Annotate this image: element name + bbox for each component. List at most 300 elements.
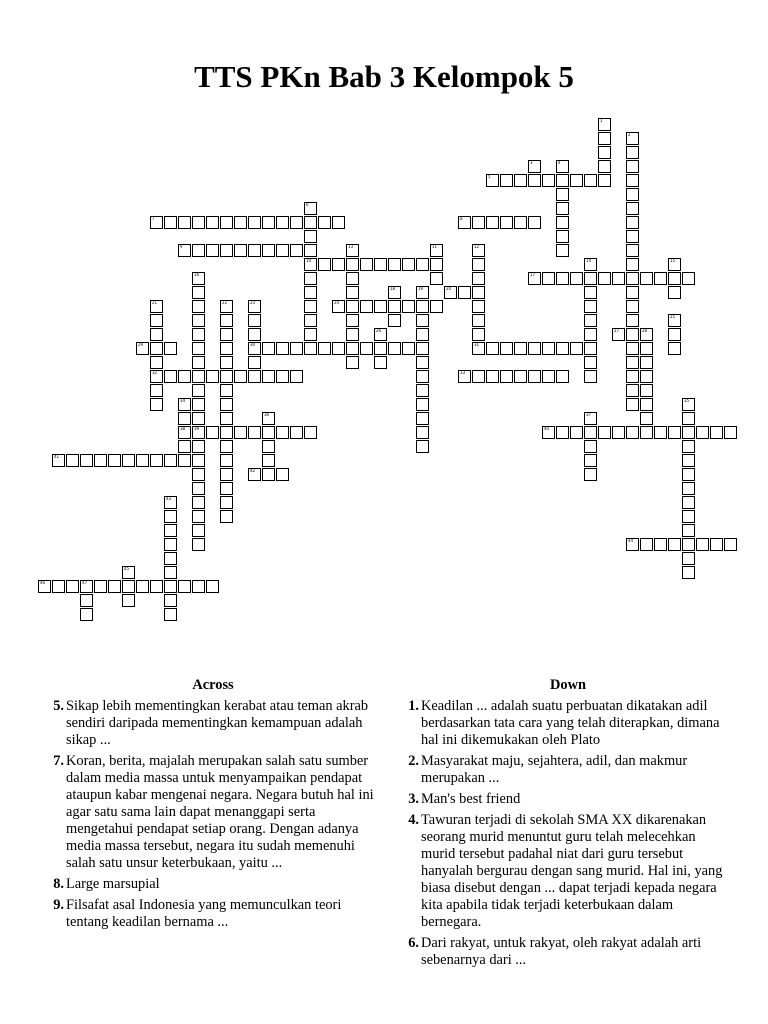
- grid-cell[interactable]: [304, 300, 317, 313]
- grid-cell[interactable]: [220, 342, 233, 355]
- grid-cell[interactable]: [668, 314, 681, 327]
- grid-cell[interactable]: [640, 342, 653, 355]
- grid-cell[interactable]: [178, 580, 191, 593]
- grid-cell[interactable]: [556, 202, 569, 215]
- grid-cell[interactable]: [220, 440, 233, 453]
- grid-cell[interactable]: [458, 286, 471, 299]
- grid-cell[interactable]: [318, 216, 331, 229]
- grid-cell[interactable]: [626, 356, 639, 369]
- grid-cell[interactable]: [80, 580, 93, 593]
- grid-cell[interactable]: [332, 216, 345, 229]
- grid-cell[interactable]: [696, 426, 709, 439]
- grid-cell[interactable]: [80, 594, 93, 607]
- grid-cell[interactable]: [682, 398, 695, 411]
- grid-cell[interactable]: [192, 426, 205, 439]
- grid-cell[interactable]: [528, 370, 541, 383]
- grid-cell[interactable]: [416, 398, 429, 411]
- grid-cell[interactable]: [598, 132, 611, 145]
- grid-cell[interactable]: [514, 174, 527, 187]
- grid-cell[interactable]: [346, 272, 359, 285]
- grid-cell[interactable]: [220, 384, 233, 397]
- grid-cell[interactable]: [108, 454, 121, 467]
- grid-cell[interactable]: [164, 510, 177, 523]
- grid-cell[interactable]: [682, 566, 695, 579]
- grid-cell[interactable]: [178, 216, 191, 229]
- grid-cell[interactable]: [220, 244, 233, 257]
- grid-cell[interactable]: [66, 454, 79, 467]
- grid-cell[interactable]: [416, 426, 429, 439]
- grid-cell[interactable]: [192, 454, 205, 467]
- grid-cell[interactable]: [262, 468, 275, 481]
- grid-cell[interactable]: [374, 300, 387, 313]
- grid-cell[interactable]: [346, 258, 359, 271]
- grid-cell[interactable]: [220, 356, 233, 369]
- grid-cell[interactable]: [178, 440, 191, 453]
- grid-cell[interactable]: [220, 216, 233, 229]
- grid-cell[interactable]: [486, 174, 499, 187]
- grid-cell[interactable]: [556, 244, 569, 257]
- grid-cell[interactable]: [206, 216, 219, 229]
- grid-cell[interactable]: [556, 230, 569, 243]
- grid-cell[interactable]: [192, 216, 205, 229]
- grid-cell[interactable]: [402, 258, 415, 271]
- grid-cell[interactable]: [626, 272, 639, 285]
- grid-cell[interactable]: [444, 286, 457, 299]
- grid-cell[interactable]: [262, 440, 275, 453]
- grid-cell[interactable]: [710, 426, 723, 439]
- grid-cell[interactable]: [598, 146, 611, 159]
- grid-cell[interactable]: [220, 510, 233, 523]
- grid-cell[interactable]: [136, 580, 149, 593]
- grid-cell[interactable]: [164, 594, 177, 607]
- grid-cell[interactable]: [402, 342, 415, 355]
- grid-cell[interactable]: [374, 328, 387, 341]
- grid-cell[interactable]: [570, 272, 583, 285]
- grid-cell[interactable]: [500, 342, 513, 355]
- grid-cell[interactable]: [584, 174, 597, 187]
- grid-cell[interactable]: [500, 216, 513, 229]
- grid-cell[interactable]: [626, 426, 639, 439]
- grid-cell[interactable]: [346, 328, 359, 341]
- grid-cell[interactable]: [514, 370, 527, 383]
- grid-cell[interactable]: [682, 468, 695, 481]
- grid-cell[interactable]: [304, 314, 317, 327]
- grid-cell[interactable]: [234, 426, 247, 439]
- grid-cell[interactable]: [276, 342, 289, 355]
- grid-cell[interactable]: [192, 286, 205, 299]
- grid-cell[interactable]: [150, 580, 163, 593]
- grid-cell[interactable]: [486, 342, 499, 355]
- grid-cell[interactable]: [500, 174, 513, 187]
- grid-cell[interactable]: [668, 342, 681, 355]
- grid-cell[interactable]: [192, 300, 205, 313]
- grid-cell[interactable]: [626, 286, 639, 299]
- grid-cell[interactable]: [192, 538, 205, 551]
- grid-cell[interactable]: [248, 426, 261, 439]
- grid-cell[interactable]: [430, 258, 443, 271]
- grid-cell[interactable]: [192, 496, 205, 509]
- grid-cell[interactable]: [346, 286, 359, 299]
- grid-cell[interactable]: [682, 510, 695, 523]
- grid-cell[interactable]: [528, 342, 541, 355]
- grid-cell[interactable]: [598, 174, 611, 187]
- grid-cell[interactable]: [528, 160, 541, 173]
- grid-cell[interactable]: [668, 286, 681, 299]
- grid-cell[interactable]: [178, 412, 191, 425]
- grid-cell[interactable]: [192, 440, 205, 453]
- grid-cell[interactable]: [206, 426, 219, 439]
- grid-cell[interactable]: [164, 524, 177, 537]
- grid-cell[interactable]: [486, 216, 499, 229]
- grid-cell[interactable]: [472, 244, 485, 257]
- grid-cell[interactable]: [626, 174, 639, 187]
- grid-cell[interactable]: [500, 370, 513, 383]
- grid-cell[interactable]: [220, 454, 233, 467]
- grid-cell[interactable]: [514, 216, 527, 229]
- grid-cell[interactable]: [136, 342, 149, 355]
- grid-cell[interactable]: [584, 258, 597, 271]
- grid-cell[interactable]: [696, 538, 709, 551]
- grid-cell[interactable]: [682, 440, 695, 453]
- grid-cell[interactable]: [598, 118, 611, 131]
- grid-cell[interactable]: [192, 398, 205, 411]
- grid-cell[interactable]: [248, 370, 261, 383]
- grid-cell[interactable]: [234, 244, 247, 257]
- grid-cell[interactable]: [150, 314, 163, 327]
- grid-cell[interactable]: [346, 356, 359, 369]
- grid-cell[interactable]: [472, 300, 485, 313]
- grid-cell[interactable]: [304, 426, 317, 439]
- grid-cell[interactable]: [416, 440, 429, 453]
- grid-cell[interactable]: [304, 202, 317, 215]
- grid-cell[interactable]: [304, 286, 317, 299]
- grid-cell[interactable]: [52, 580, 65, 593]
- grid-cell[interactable]: [192, 412, 205, 425]
- grid-cell[interactable]: [276, 244, 289, 257]
- grid-cell[interactable]: [584, 286, 597, 299]
- grid-cell[interactable]: [570, 426, 583, 439]
- grid-cell[interactable]: [346, 244, 359, 257]
- grid-cell[interactable]: [654, 272, 667, 285]
- grid-cell[interactable]: [164, 216, 177, 229]
- grid-cell[interactable]: [584, 440, 597, 453]
- grid-cell[interactable]: [682, 272, 695, 285]
- grid-cell[interactable]: [472, 258, 485, 271]
- grid-cell[interactable]: [276, 426, 289, 439]
- grid-cell[interactable]: [542, 370, 555, 383]
- grid-cell[interactable]: [248, 244, 261, 257]
- grid-cell[interactable]: [416, 258, 429, 271]
- grid-cell[interactable]: [248, 342, 261, 355]
- grid-cell[interactable]: [164, 342, 177, 355]
- grid-cell[interactable]: [136, 454, 149, 467]
- grid-cell[interactable]: [626, 342, 639, 355]
- grid-cell[interactable]: [472, 286, 485, 299]
- grid-cell[interactable]: [416, 314, 429, 327]
- grid-cell[interactable]: [724, 538, 737, 551]
- grid-cell[interactable]: [220, 482, 233, 495]
- grid-cell[interactable]: [416, 370, 429, 383]
- grid-cell[interactable]: [66, 580, 79, 593]
- grid-cell[interactable]: [542, 342, 555, 355]
- grid-cell[interactable]: [178, 244, 191, 257]
- grid-cell[interactable]: [192, 482, 205, 495]
- grid-cell[interactable]: [94, 580, 107, 593]
- grid-cell[interactable]: [682, 538, 695, 551]
- grid-cell[interactable]: [612, 272, 625, 285]
- grid-cell[interactable]: [542, 272, 555, 285]
- grid-cell[interactable]: [360, 342, 373, 355]
- grid-cell[interactable]: [626, 398, 639, 411]
- grid-cell[interactable]: [374, 258, 387, 271]
- grid-cell[interactable]: [262, 244, 275, 257]
- grid-cell[interactable]: [626, 300, 639, 313]
- grid-cell[interactable]: [248, 328, 261, 341]
- grid-cell[interactable]: [640, 426, 653, 439]
- grid-cell[interactable]: [318, 258, 331, 271]
- grid-cell[interactable]: [584, 412, 597, 425]
- grid-cell[interactable]: [220, 328, 233, 341]
- grid-cell[interactable]: [682, 426, 695, 439]
- grid-cell[interactable]: [598, 426, 611, 439]
- grid-cell[interactable]: [290, 342, 303, 355]
- grid-cell[interactable]: [290, 370, 303, 383]
- grid-cell[interactable]: [304, 342, 317, 355]
- grid-cell[interactable]: [332, 300, 345, 313]
- grid-cell[interactable]: [304, 272, 317, 285]
- grid-cell[interactable]: [584, 426, 597, 439]
- grid-cell[interactable]: [332, 258, 345, 271]
- grid-cell[interactable]: [640, 328, 653, 341]
- grid-cell[interactable]: [682, 454, 695, 467]
- grid-cell[interactable]: [164, 566, 177, 579]
- grid-cell[interactable]: [710, 538, 723, 551]
- grid-cell[interactable]: [556, 342, 569, 355]
- grid-cell[interactable]: [584, 468, 597, 481]
- grid-cell[interactable]: [626, 258, 639, 271]
- grid-cell[interactable]: [318, 342, 331, 355]
- grid-cell[interactable]: [542, 426, 555, 439]
- grid-cell[interactable]: [528, 216, 541, 229]
- grid-cell[interactable]: [290, 426, 303, 439]
- grid-cell[interactable]: [248, 314, 261, 327]
- grid-cell[interactable]: [584, 328, 597, 341]
- grid-cell[interactable]: [682, 496, 695, 509]
- grid-cell[interactable]: [304, 258, 317, 271]
- grid-cell[interactable]: [626, 244, 639, 257]
- grid-cell[interactable]: [122, 566, 135, 579]
- grid-cell[interactable]: [220, 370, 233, 383]
- grid-cell[interactable]: [584, 272, 597, 285]
- grid-cell[interactable]: [192, 328, 205, 341]
- grid-cell[interactable]: [514, 342, 527, 355]
- grid-cell[interactable]: [472, 216, 485, 229]
- grid-cell[interactable]: [556, 370, 569, 383]
- grid-cell[interactable]: [220, 426, 233, 439]
- grid-cell[interactable]: [122, 594, 135, 607]
- grid-cell[interactable]: [626, 160, 639, 173]
- grid-cell[interactable]: [276, 216, 289, 229]
- grid-cell[interactable]: [304, 328, 317, 341]
- grid-cell[interactable]: [346, 300, 359, 313]
- grid-cell[interactable]: [584, 454, 597, 467]
- grid-cell[interactable]: [108, 580, 121, 593]
- grid-cell[interactable]: [626, 538, 639, 551]
- grid-cell[interactable]: [192, 580, 205, 593]
- grid-cell[interactable]: [276, 370, 289, 383]
- grid-cell[interactable]: [416, 328, 429, 341]
- grid-cell[interactable]: [206, 244, 219, 257]
- grid-cell[interactable]: [654, 538, 667, 551]
- grid-cell[interactable]: [472, 342, 485, 355]
- grid-cell[interactable]: [640, 384, 653, 397]
- grid-cell[interactable]: [416, 412, 429, 425]
- grid-cell[interactable]: [682, 524, 695, 537]
- grid-cell[interactable]: [94, 454, 107, 467]
- grid-cell[interactable]: [374, 356, 387, 369]
- grid-cell[interactable]: [668, 426, 681, 439]
- grid-cell[interactable]: [682, 552, 695, 565]
- grid-cell[interactable]: [52, 454, 65, 467]
- grid-cell[interactable]: [178, 370, 191, 383]
- grid-cell[interactable]: [584, 370, 597, 383]
- grid-cell[interactable]: [150, 454, 163, 467]
- grid-cell[interactable]: [192, 272, 205, 285]
- grid-cell[interactable]: [164, 580, 177, 593]
- grid-cell[interactable]: [556, 188, 569, 201]
- grid-cell[interactable]: [178, 454, 191, 467]
- grid-cell[interactable]: [584, 314, 597, 327]
- grid-cell[interactable]: [192, 314, 205, 327]
- grid-cell[interactable]: [290, 216, 303, 229]
- grid-cell[interactable]: [374, 342, 387, 355]
- grid-cell[interactable]: [192, 524, 205, 537]
- grid-cell[interactable]: [416, 356, 429, 369]
- grid-cell[interactable]: [472, 272, 485, 285]
- grid-cell[interactable]: [640, 356, 653, 369]
- grid-cell[interactable]: [220, 300, 233, 313]
- grid-cell[interactable]: [178, 426, 191, 439]
- grid-cell[interactable]: [640, 370, 653, 383]
- grid-cell[interactable]: [668, 272, 681, 285]
- grid-cell[interactable]: [388, 286, 401, 299]
- grid-cell[interactable]: [626, 314, 639, 327]
- grid-cell[interactable]: [192, 342, 205, 355]
- grid-cell[interactable]: [556, 426, 569, 439]
- grid-cell[interactable]: [682, 412, 695, 425]
- grid-cell[interactable]: [640, 272, 653, 285]
- grid-cell[interactable]: [626, 370, 639, 383]
- grid-cell[interactable]: [640, 412, 653, 425]
- grid-cell[interactable]: [304, 230, 317, 243]
- grid-cell[interactable]: [542, 174, 555, 187]
- grid-cell[interactable]: [388, 314, 401, 327]
- grid-cell[interactable]: [668, 258, 681, 271]
- grid-cell[interactable]: [164, 538, 177, 551]
- grid-cell[interactable]: [388, 300, 401, 313]
- grid-cell[interactable]: [640, 398, 653, 411]
- grid-cell[interactable]: [262, 342, 275, 355]
- grid-cell[interactable]: [556, 174, 569, 187]
- grid-cell[interactable]: [626, 202, 639, 215]
- grid-cell[interactable]: [150, 356, 163, 369]
- grid-cell[interactable]: [416, 342, 429, 355]
- grid-cell[interactable]: [248, 356, 261, 369]
- grid-cell[interactable]: [388, 342, 401, 355]
- grid-cell[interactable]: [528, 174, 541, 187]
- grid-cell[interactable]: [248, 216, 261, 229]
- grid-cell[interactable]: [402, 300, 415, 313]
- grid-cell[interactable]: [626, 146, 639, 159]
- grid-cell[interactable]: [164, 370, 177, 383]
- grid-cell[interactable]: [304, 216, 317, 229]
- grid-cell[interactable]: [192, 370, 205, 383]
- grid-cell[interactable]: [556, 160, 569, 173]
- grid-cell[interactable]: [262, 216, 275, 229]
- grid-cell[interactable]: [80, 608, 93, 621]
- grid-cell[interactable]: [486, 370, 499, 383]
- grid-cell[interactable]: [150, 300, 163, 313]
- grid-cell[interactable]: [150, 398, 163, 411]
- grid-cell[interactable]: [220, 398, 233, 411]
- grid-cell[interactable]: [192, 384, 205, 397]
- grid-cell[interactable]: [472, 328, 485, 341]
- grid-cell[interactable]: [430, 272, 443, 285]
- grid-cell[interactable]: [612, 426, 625, 439]
- grid-cell[interactable]: [682, 482, 695, 495]
- grid-cell[interactable]: [192, 356, 205, 369]
- grid-cell[interactable]: [122, 454, 135, 467]
- grid-cell[interactable]: [472, 370, 485, 383]
- grid-cell[interactable]: [598, 272, 611, 285]
- grid-cell[interactable]: [192, 510, 205, 523]
- grid-cell[interactable]: [472, 314, 485, 327]
- grid-cell[interactable]: [346, 342, 359, 355]
- grid-cell[interactable]: [388, 258, 401, 271]
- grid-cell[interactable]: [556, 216, 569, 229]
- grid-cell[interactable]: [164, 608, 177, 621]
- grid-cell[interactable]: [626, 188, 639, 201]
- grid-cell[interactable]: [220, 314, 233, 327]
- grid-cell[interactable]: [458, 370, 471, 383]
- grid-cell[interactable]: [248, 468, 261, 481]
- grid-cell[interactable]: [584, 342, 597, 355]
- grid-cell[interactable]: [626, 132, 639, 145]
- grid-cell[interactable]: [724, 426, 737, 439]
- grid-cell[interactable]: [626, 384, 639, 397]
- grid-cell[interactable]: [668, 328, 681, 341]
- grid-cell[interactable]: [192, 468, 205, 481]
- grid-cell[interactable]: [612, 328, 625, 341]
- grid-cell[interactable]: [598, 160, 611, 173]
- grid-cell[interactable]: [360, 300, 373, 313]
- grid-cell[interactable]: [164, 552, 177, 565]
- grid-cell[interactable]: [262, 426, 275, 439]
- grid-cell[interactable]: [206, 370, 219, 383]
- grid-cell[interactable]: [360, 258, 373, 271]
- grid-cell[interactable]: [80, 454, 93, 467]
- grid-cell[interactable]: [430, 300, 443, 313]
- grid-cell[interactable]: [276, 468, 289, 481]
- grid-cell[interactable]: [234, 370, 247, 383]
- grid-cell[interactable]: [570, 174, 583, 187]
- grid-cell[interactable]: [346, 314, 359, 327]
- grid-cell[interactable]: [220, 496, 233, 509]
- grid-cell[interactable]: [584, 356, 597, 369]
- grid-cell[interactable]: [150, 216, 163, 229]
- grid-cell[interactable]: [150, 384, 163, 397]
- grid-cell[interactable]: [556, 272, 569, 285]
